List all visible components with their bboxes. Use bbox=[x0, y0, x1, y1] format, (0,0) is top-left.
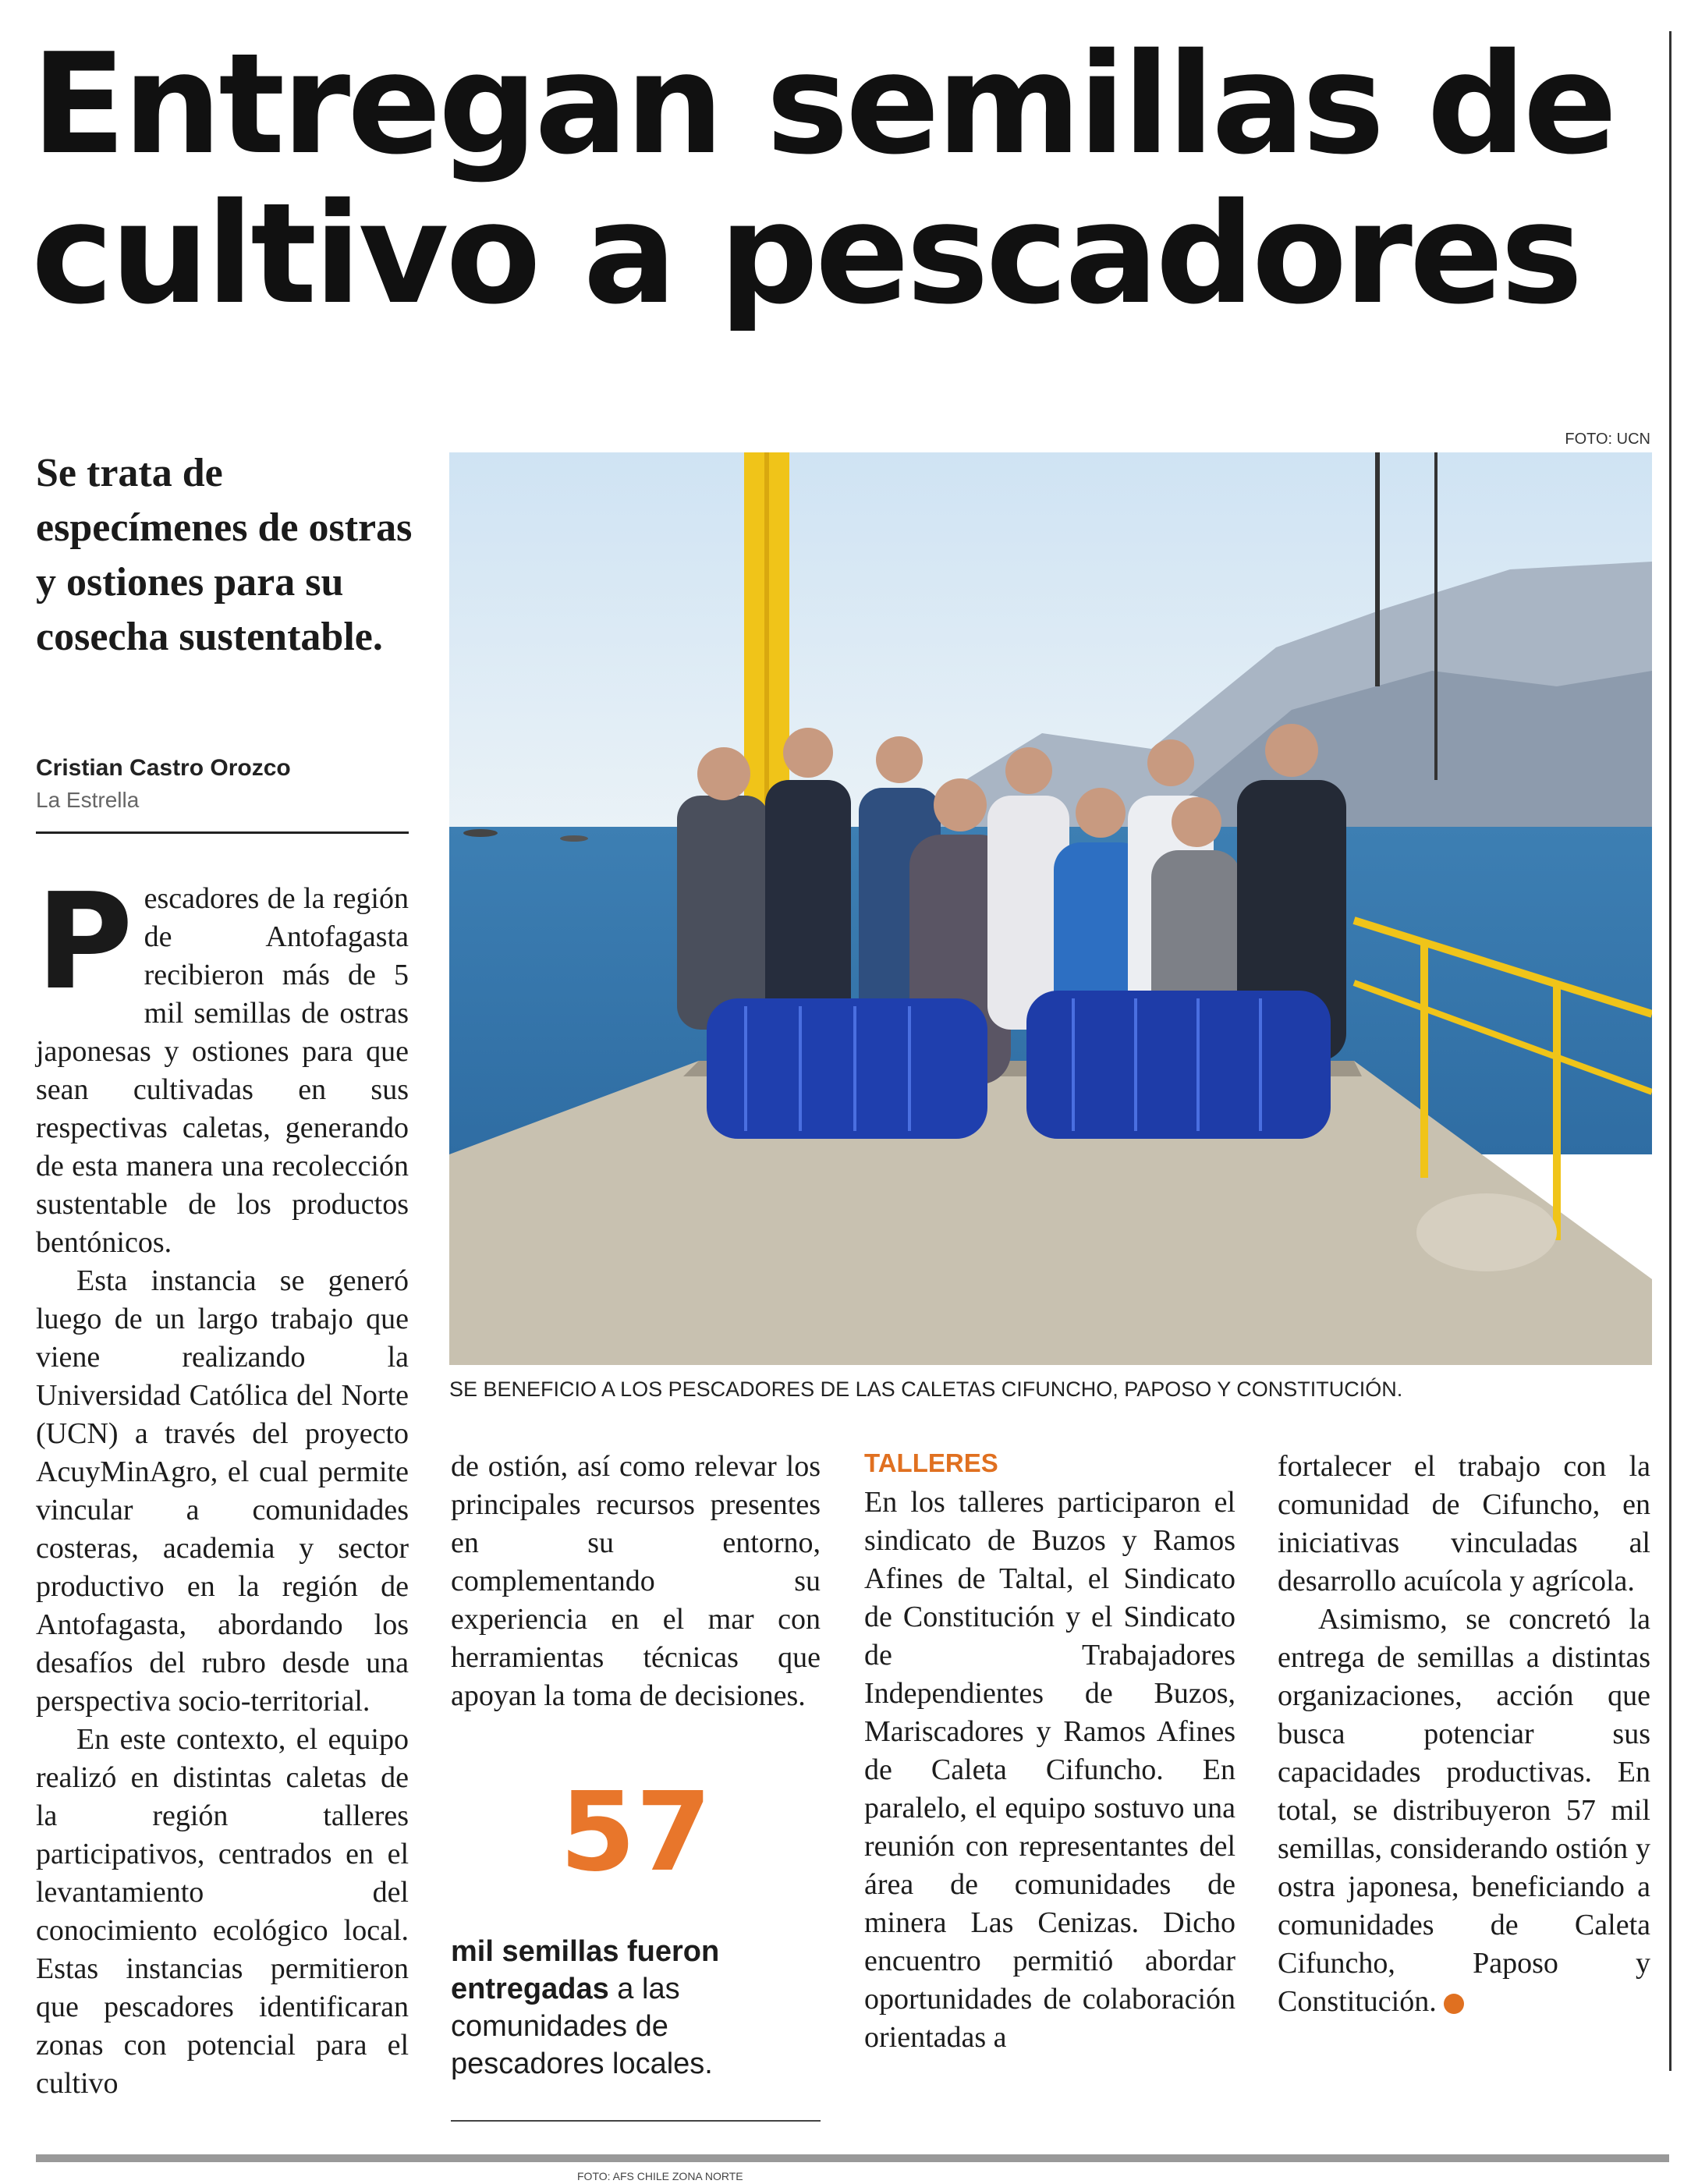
subtitle: Se trata de especímenes de ostras y ostiones para su cosecha sustentable. bbox=[36, 451, 413, 659]
article-column-1 bbox=[36, 865, 409, 2103]
headline-line-2: cultivo a pescadores bbox=[31, 173, 1580, 335]
paragraph-1-text: escadores de la región de Antofagasta recibieron más de 5 mil semillas de ostras japonesas y ostiones para que sean cultivadas en sus respectivas caletas, generando de esta manera una recolección sustentable de los productos bentónicos. bbox=[36, 882, 409, 1259]
article-column-3 bbox=[864, 1448, 1235, 2057]
bottom-bar bbox=[36, 2154, 1669, 2162]
stat-bold-text: mil semillas fueron entregadas bbox=[451, 1935, 720, 2005]
outlet-name: La Estrella bbox=[36, 788, 140, 812]
news-photo bbox=[449, 452, 1652, 1365]
photo-caption: SE BENEFICIO A LOS PESCADORES DE LAS CALETAS CIFUNCHO, PAPOSO Y CONSTITUCIÓN. bbox=[449, 1377, 1403, 1401]
stat-rest-text: a las comunidades de pescadores locales. bbox=[451, 1973, 713, 2080]
headline-line-1: Entregan semillas de bbox=[31, 23, 1615, 185]
paragraph-col4-2-text: Asimismo, se concretó la entrega de semillas a distintas organizaciones, acción que busca potenciar sus capacidades productivas. En total, se distribuyeron 57 mil semillas, considerando ostión y ostra japonesa, beneficiando a comunidades de Caleta Cifuncho, Paposo y Constitución. bbox=[1278, 1603, 1650, 2018]
stat-text bbox=[451, 1933, 821, 2083]
paragraph-3: En este contexto, el equipo realizó en distintas caletas de la región talleres participativos, centrados en el levantamiento del conocimiento ecológico local. Estas instancias permitieron que pescadores identificaran zonas con potencial para el cultivo bbox=[36, 1723, 409, 2100]
byline-divider bbox=[36, 831, 409, 834]
end-mark-icon: ▸ bbox=[1444, 1994, 1464, 2014]
section-heading: TALLERES bbox=[864, 1448, 998, 1477]
footer-credit: FOTO: AFS CHILE ZONA NORTE bbox=[577, 2170, 743, 2182]
headline bbox=[31, 23, 1654, 335]
stat-number: 57 bbox=[559, 1769, 712, 1896]
paragraph-1 bbox=[36, 865, 409, 1262]
article-column-2 bbox=[451, 1448, 821, 1715]
drop-cap: P bbox=[36, 865, 133, 1019]
paragraph-col3: En los talleres participaron el sindicato de Buzos y Ramos Afines de Taltal, el Sindicato de Constitución y el Sindicato de Trabajadores Independientes de Buzos, Mariscadores y Ramos Afines de Caleta Cifuncho. En paralelo, el equipo sostuvo una reunión con representantes del área de comunidades de minera Las Cenizas. Dicho encuentro permitió abordar oportunidades de colaboración orientadas a bbox=[864, 1486, 1235, 2054]
author-name: Cristian Castro Orozco bbox=[36, 755, 291, 781]
column-divider bbox=[1669, 31, 1672, 2071]
stat-divider bbox=[451, 2120, 821, 2122]
paragraph-col2: de ostión, así como relevar los principales recursos presentes en su entorno, complementando su experiencia en el mar con herramientas técnicas que apoyan la toma de decisiones. bbox=[451, 1450, 821, 1712]
article-column-4 bbox=[1278, 1448, 1650, 2021]
paragraph-col4-1: fortalecer el trabajo con la comunidad de Cifuncho, en iniciativas vinculadas al desarrollo acuícola y agrícola. bbox=[1278, 1450, 1650, 1597]
photo-credit: FOTO: UCN bbox=[1565, 431, 1650, 448]
paragraph-col4-2 bbox=[1278, 1601, 1650, 2021]
paragraph-2: Esta instancia se generó luego de un largo trabajo que viene realizando la Universidad Católica del Norte (UCN) a través del proyecto AcuyMinAgro, el cual permite vincular a comunidades costeras, academia y sector productivo en la región de Antofagasta, abordando los desafíos del rubro desde una perspectiva socio-territorial. bbox=[36, 1264, 409, 1718]
